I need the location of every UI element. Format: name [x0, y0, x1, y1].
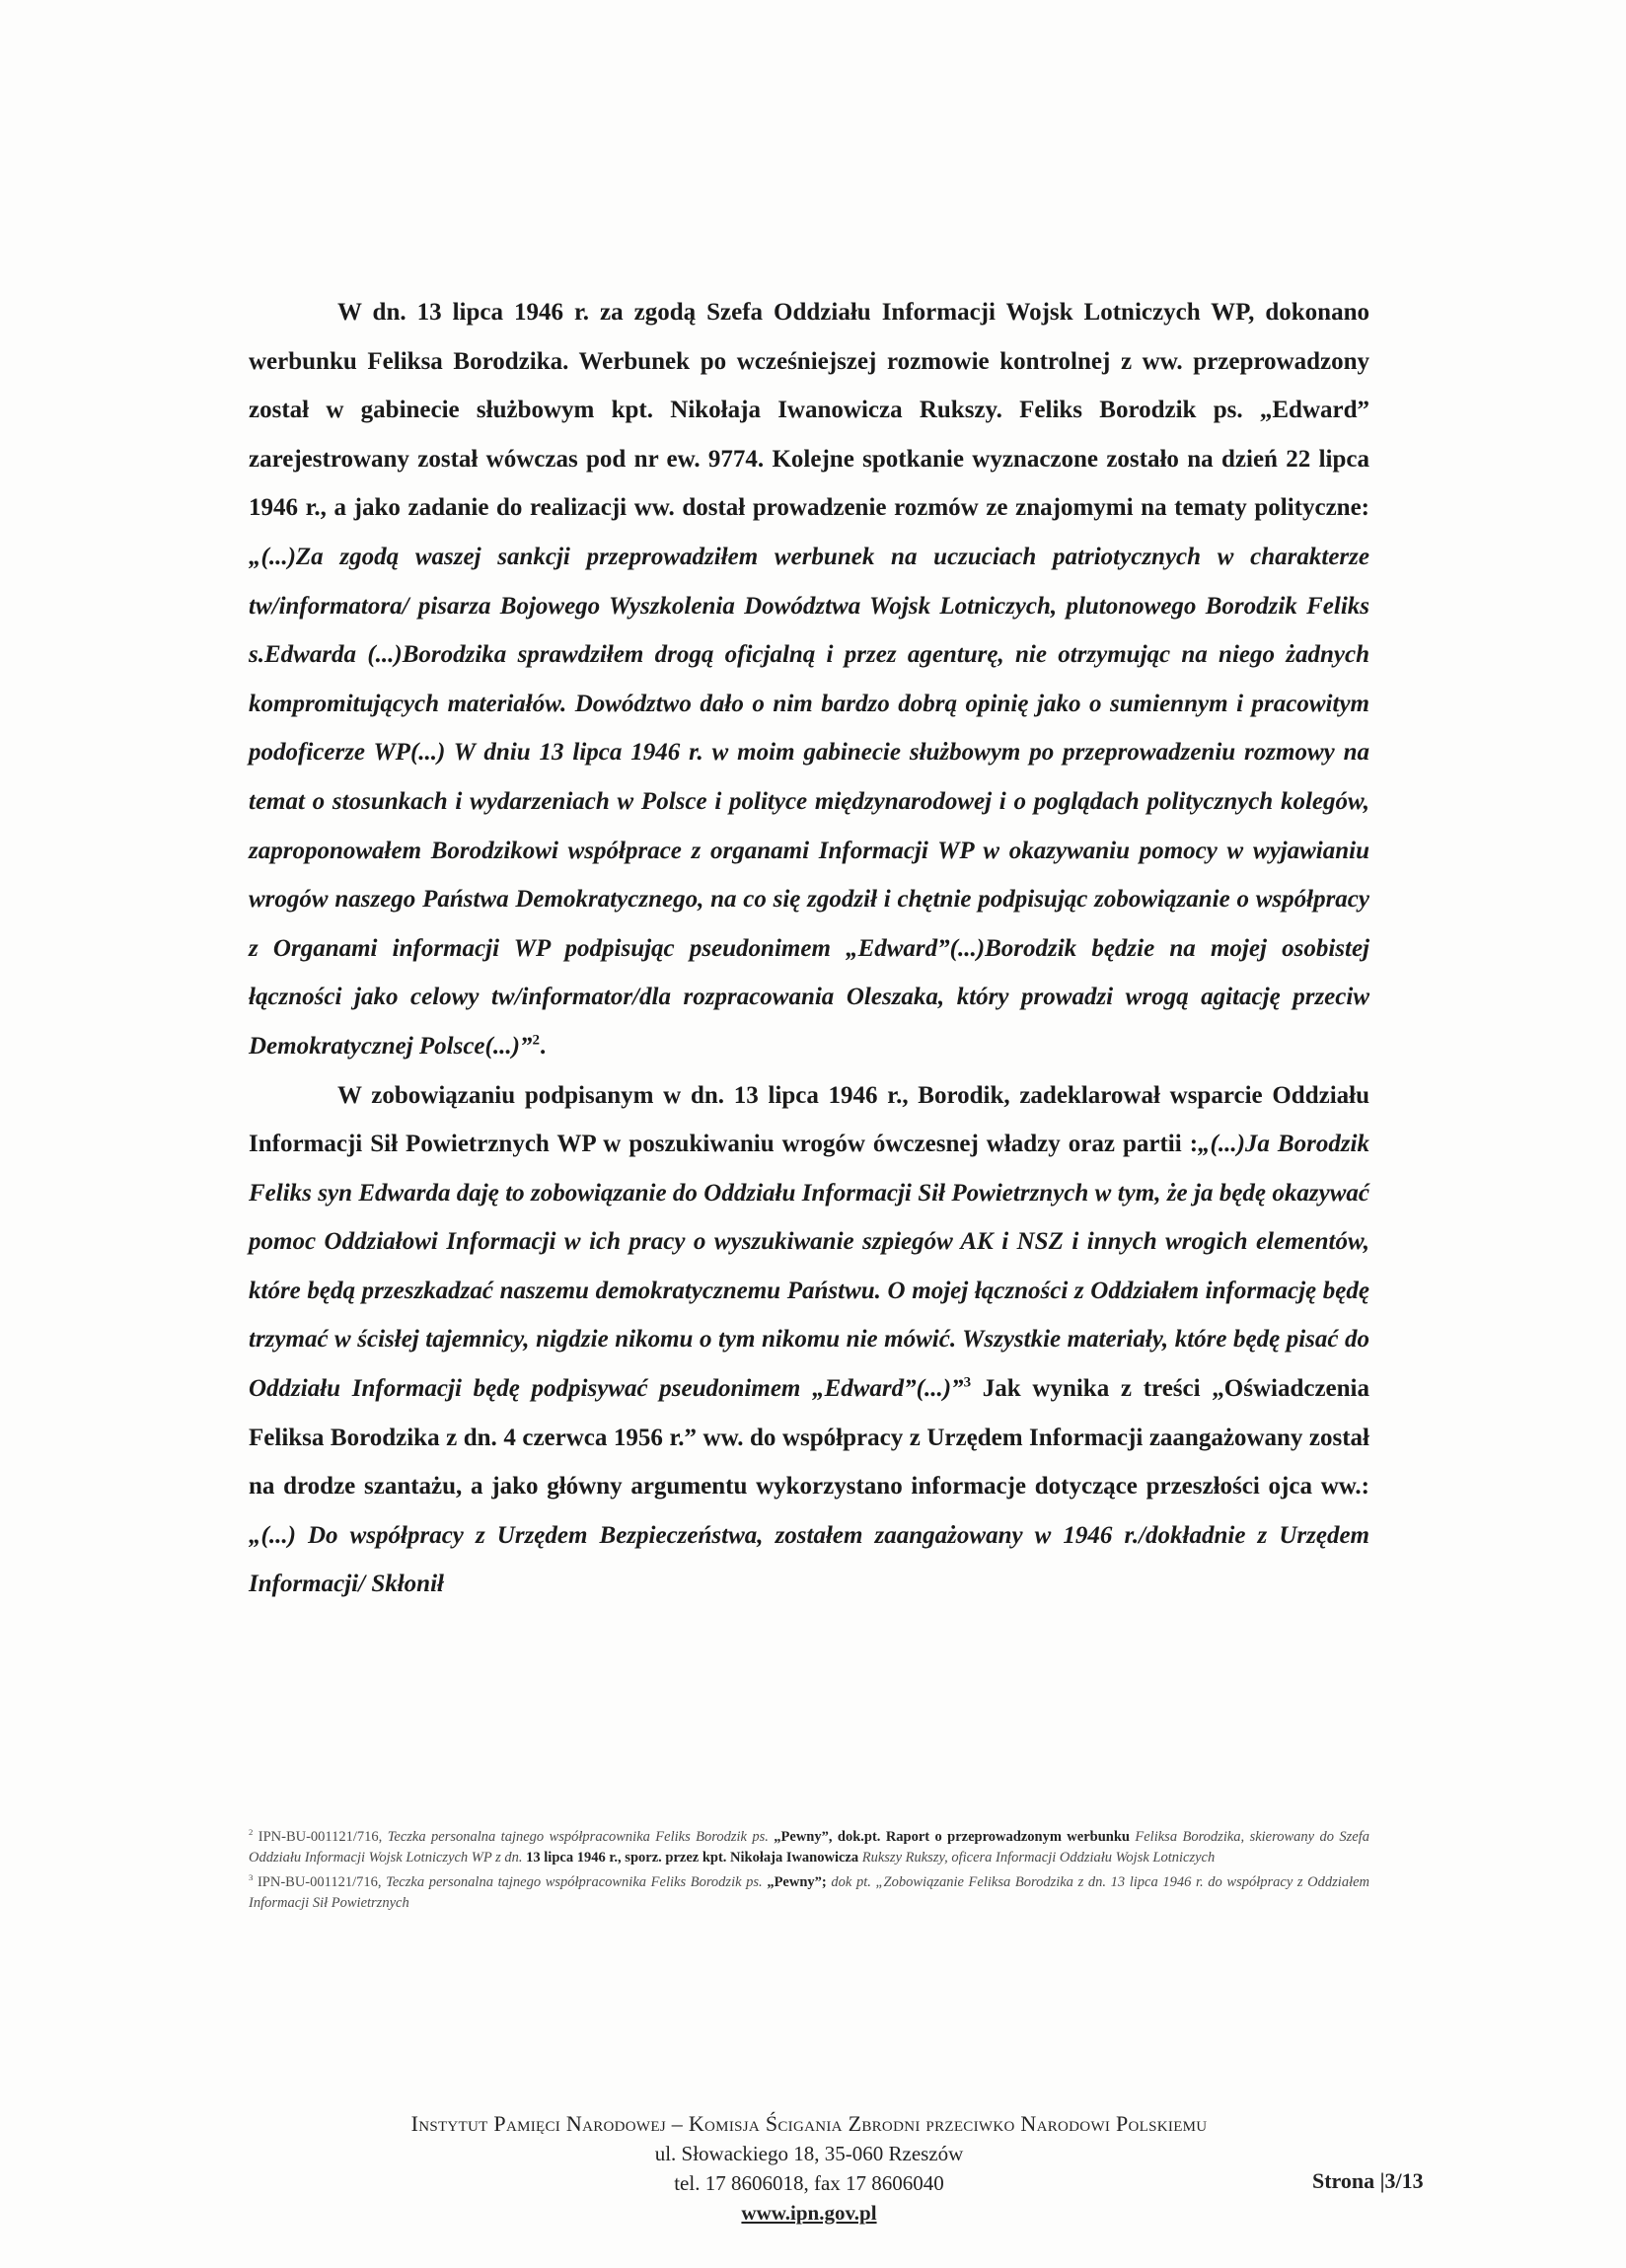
footnotes — [249, 1827, 1369, 1918]
statement-quote: „(...) Do współpracy z Urzędem Bezpieczeństwa, zostałem zaangażowany w 1946 r./dokładnie z Urzędem Informacji/ Skłonił — [249, 1521, 1369, 1598]
address: ul. Słowackiego 18, 35-060 Rzeszów — [654, 2142, 964, 2165]
website-link[interactable]: www.ipn.gov.pl — [741, 2201, 877, 2225]
phone-fax: tel. 17 8606018, fax 17 8606040 — [674, 2171, 944, 2195]
footnote-ref: 3 — [963, 1374, 972, 1391]
page-number: Strona |3/13 — [1312, 2168, 1424, 2193]
footnote-2: $^2$ IPN-BU-001121/716, Teczka personalna tajnego współpracownika Feliks Borodzik ps. „Pewny”, dok.pt. Raport o przeprowadzonym werbunku Feliksa Borodzika, skierowany do Szefa Oddziału Informacji Wojsk Lotniczych WP z dn. 13 lipca 1946 r., sporz. przez kpt. Nikołaja Iwanowicza Rukszy Rukszy, oficera Informacji Oddziału Wojsk Lotniczych — [249, 1827, 1369, 1866]
paragraph-obligation — [249, 1071, 1369, 1610]
obligation-quote: „(...)Ja Borodzik Feliks syn Edwarda daję to zobowiązanie do Oddziału Informacji Sił Powietrznych w tym, że ja będę okazywać pomoc Oddziałowi Informacji w ich pracy o wyszukiwanie szpiegów AK i NSZ i innych wrogich elementów, które będą przeszkadzać naszemu demokratycznemu Państwu. O mojej łączności z Oddziałem informację będę trzymać w ścisłej tajemnicy, nigdzie nikomu o tym nikomu nie mówić. Wszystkie materiały, które będę pisać do Oddziału Informacji będę podpisywać pseudonimem „Edward”(...)” — [249, 1131, 1369, 1403]
footnote-3: $^3$ IPN-BU-001121/716, Teczka personalna tajnego współpracownika Feliks Borodzik ps. „Pewny”; dok pt. „Zobowiązanie Feliksa Borodzika z dn. 13 lipca 1946 r. do współpracy z Oddziałem Informacji Sił Powietrznych — [249, 1872, 1370, 1911]
main-text — [249, 288, 1369, 1609]
report-quote: „(...)Za zgodą waszej sankcji przeprowadziłem werbunek na uczuciach patriotycznych w charakterze tw/informatora/ pisarza Bojowego Wyszkolenia Dowództwa Wojsk Lotniczych, plutonowego Borodzik Feliks s.Edwarda (...)Borodzika sprawdziłem drogą oficjalną i przez agenturę, nie otrzymując na niego żadnych kompromitujących materiałów. Dowództwo dało o nim bardzo dobrą opinię jako o sumiennym i pracowitym podoficerze WP(...) W dniu 13 lipca 1946 r. w moim gabinecie służbowym po przeprowadzeniu rozmowy na temat o stosunkach i wydarzeniach w Polsce i polityce międzynarodowej i o poglądach politycznych kolegów, zaproponowałem Borodzikowi współprace z organami Informacji WP w okazywaniu pomocy w wyjawianiu wrogów naszego Państwa Demokratycznego, na co się zgodził i chętnie podpisując zobowiązanie o współpracy z Organami informacji WP podpisując pseudonimem „Edward”(...)Borodzik będzie na mojej osobistej łączności jako celowy tw/informator/dla rozpracowania Oleszaka, który prowadzi wrogą agitację przeciw Demokratycznej Polsce(...)” — [249, 543, 1369, 1060]
paragraph-recruitment: W dn. 13 lipca 1946 r. za zgodą Szefa Oddziału Informacji Wojsk Lotniczych WP, dokonano werbunku Feliksa Borodzika. Werbunek po wcześniejszej rozmowie kontrolnej z ww. przeprowadzony został w gabinecie służbowym kpt. Nikołaja Iwanowicza Rukszy. Feliks Borodzik ps. „Edward” zarejestrowany został wówczas pod nr ew. 9774. Kolejne spotkanie wyznaczone zostało na dzień 22 lipca 1946 r., a jako zadanie do realizacji ww. dostał prowadzenie rozmów ze znajomymi na tematy polityczne: „(...)Za zgodą waszej sankcji przeprowadziłem werbunek na uczuciach patriotycznych w charakterze tw/informatora/ pisarza Bojowego Wyszkolenia Dowództwa Wojsk Lotniczych, plutonowego Borodzik Feliks s.Edwarda (...)Borodzika sprawdziłem drogą oficjalną i przez agenturę, nie otrzymując na niego żadnych kompromitujących materiałów. Dowództwo dało o nim bardzo dobrą opinię jako o sumiennym i pracowitym podoficerze WP(...) W dniu 13 lipca 1946 r. w moim gabinecie służbowym po przeprowadzeniu rozmowy na temat o stosunkach i wydarzeniach w Polsce i polityce międzynarodowej i o poglądach politycznych kolegów, zaproponowałem Borodzikowi współprace z organami Informacji WP w okazywaniu pomocy w wyjawianiu wrogów naszego Państwa Demokratycznego, na co się zgodził i chętnie podpisując zobowiązanie o współpracy z Organami informacji WP podpisując pseudonimem „Edward”(...)Borodzik będzie na mojej osobistej łączności jako celowy tw/informator/dla rozpracowania Oleszaka, który prowadzi wrogą agitację przeciw Demokratycznej Polsce(...)”$^2$. — [249, 299, 1369, 1060]
paragraph-text: Jak wynika z treści „Oświadczenia Feliksa Borodzika z dn. 4 czerwca 1956 r.” ww. do współpracy z Urzędem Informacji zaangażowany został na drodze szantażu, a jako główny argumentu wykorzystano informacje dotyczące przeszłości ojca ww.: — [249, 1375, 1369, 1500]
page-footer — [249, 2109, 1369, 2228]
footnote-number: 2 — [249, 1827, 254, 1838]
institution-name: Instytut Pamięci Narodowej – Komisja Ścigania Zbrodni przeciwko Narodowi Polskiemu — [410, 2111, 1208, 2136]
footnote-number: 3 — [249, 1872, 254, 1883]
paragraph-text: W dn. 13 lipca 1946 r. za zgodą Szefa Oddziału Informacji Wojsk Lotniczych WP, dokonano werbunku Feliksa Borodzika. Werbunek po wcześniejszej rozmowie kontrolnej z ww. przeprowadzony został w gabinecie służbowym kpt. Nikołaja Iwanowicza Rukszy. Feliks Borodzik ps. „Edward” zarejestrowany został wówczas pod nr ew. 9774. Kolejne spotkanie wyznaczone zostało na dzień 22 lipca 1946 r., a jako zadanie do realizacji ww. dostał prowadzenie rozmów ze znajomymi na tematy polityczne: — [249, 299, 1369, 522]
footnote-ref: 2 — [532, 1032, 540, 1049]
paragraph-text: W zobowiązaniu podpisanym w dn. 13 lipca 1946 r., Borodik, zadeklarował wsparcie Oddziału Informacji Sił Powietrznych WP w poszukiwaniu wrogów ówczesnej władzy oraz partii : — [249, 1081, 1369, 1158]
